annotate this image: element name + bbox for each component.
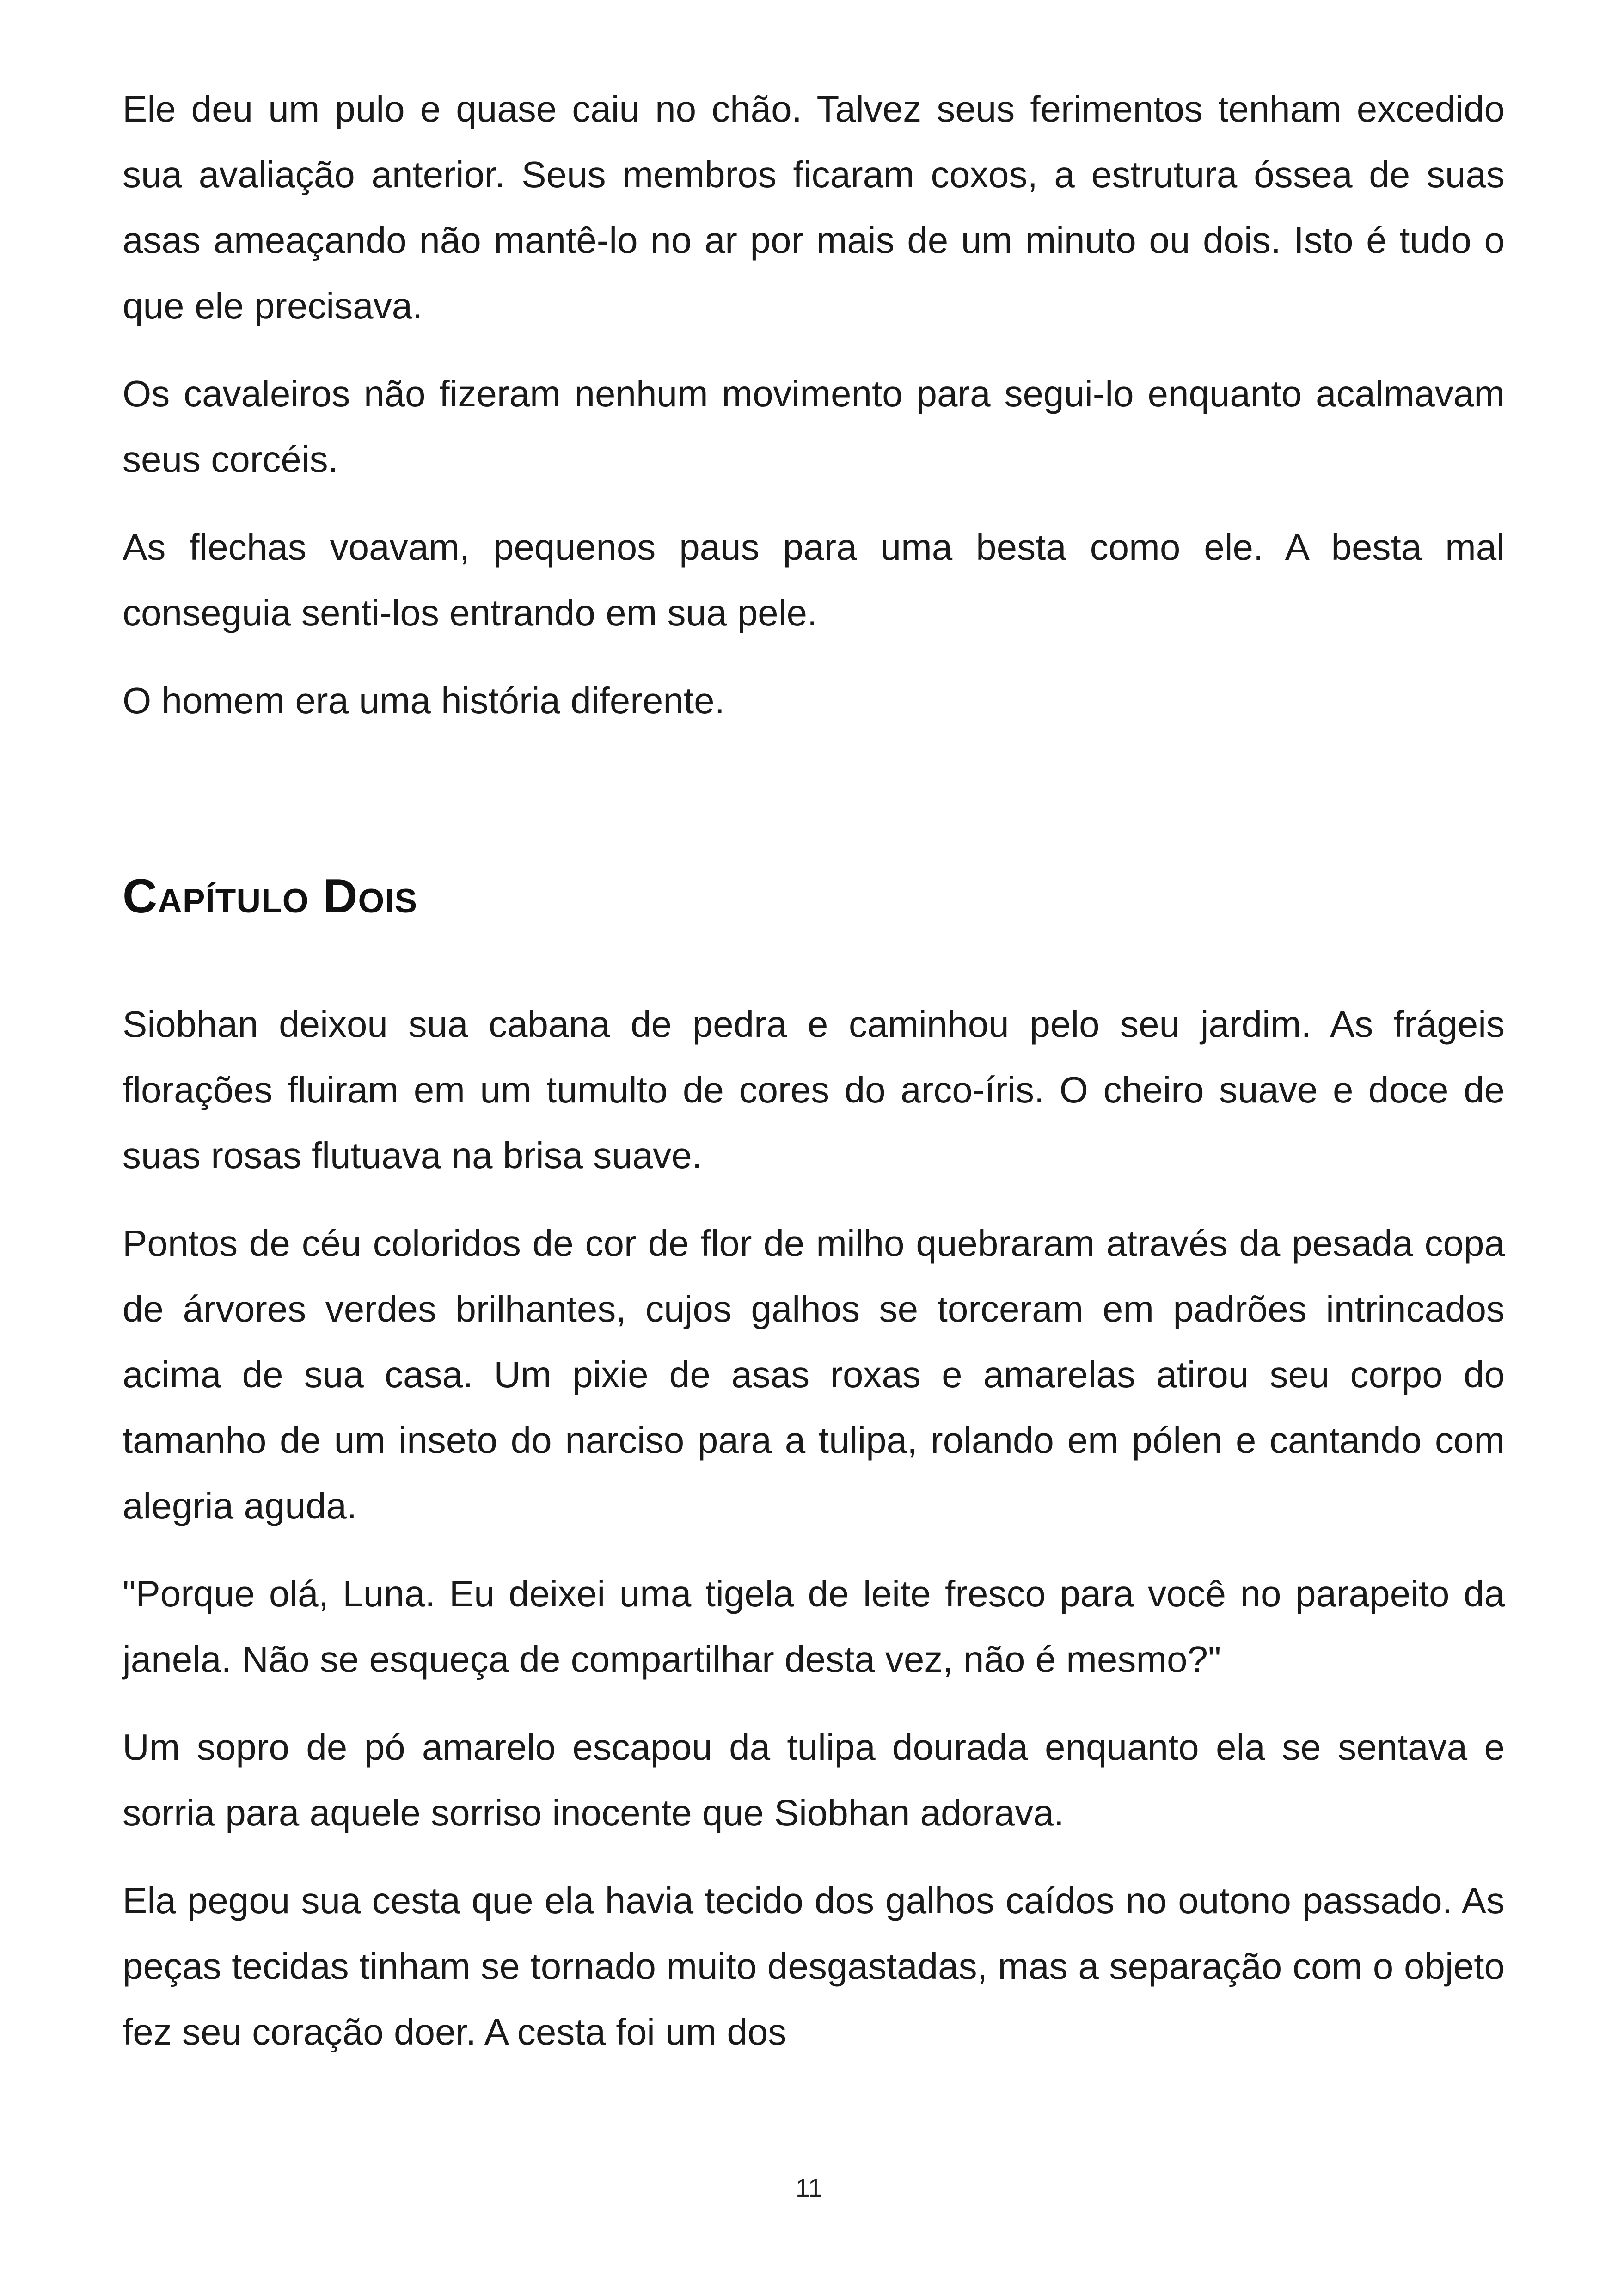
chapter-title: Capítulo Dois bbox=[123, 869, 418, 923]
text-block-chapter-body bbox=[123, 992, 1505, 2087]
paragraph: As flechas voavam, pequenos paus para uma besta como ele. A besta mal conseguia senti-los entrando em sua pele. bbox=[123, 527, 1505, 633]
paragraph: Pontos de céu coloridos de cor de flor de milho quebraram através da pesada copa de árvores verdes brilhantes, cujos galhos se torceram em padrões intrincados acima de sua casa. Um pixie de asas roxas e amarelas atirou seu corpo do tamanho de um inseto do narciso para a tulipa, rolando em pólen e cantando com alegria aguda. bbox=[123, 1223, 1505, 1526]
paragraph: O homem era uma história diferente. bbox=[123, 680, 725, 721]
text-block-before-chapter bbox=[123, 76, 1505, 756]
paragraph: Um sopro de pó amarelo escapou da tulipa dourada enquanto ela se sentava e sorria para aquele sorriso inocente que Siobhan adorava. bbox=[123, 1727, 1505, 1833]
paragraph: Ele deu um pulo e quase caiu no chão. Talvez seus ferimentos tenham excedido sua avaliação anterior. Seus membros ficaram coxos, a estrutura óssea de suas asas ameaçando não mantê-lo no ar por mais de um minuto ou dois. Isto é tudo o que ele precisava. bbox=[123, 88, 1505, 326]
page-number: 11 bbox=[795, 2173, 823, 2202]
paragraph: "Porque olá, Luna. Eu deixei uma tigela de leite fresco para você no parapeito da janela. Não se esqueça de compartilhar desta vez, não é mesmo?" bbox=[123, 1573, 1505, 1680]
paragraph: Siobhan deixou sua cabana de pedra e caminhou pelo seu jardim. As frágeis florações fluiram em um tumulto de cores do arco-íris. O cheiro suave e doce de suas rosas flutuava na brisa suave. bbox=[123, 1004, 1505, 1176]
paragraph: Ela pegou sua cesta que ela havia tecido dos galhos caídos no outono passado. As peças tecidas tinham se tornado muito desgastadas, mas a separação com o objeto fez seu coração doer. A cesta foi um dos bbox=[123, 1880, 1505, 2052]
paragraph: Os cavaleiros não fizeram nenhum movimento para segui-lo enquanto acalmavam seus corcéis. bbox=[123, 373, 1505, 480]
